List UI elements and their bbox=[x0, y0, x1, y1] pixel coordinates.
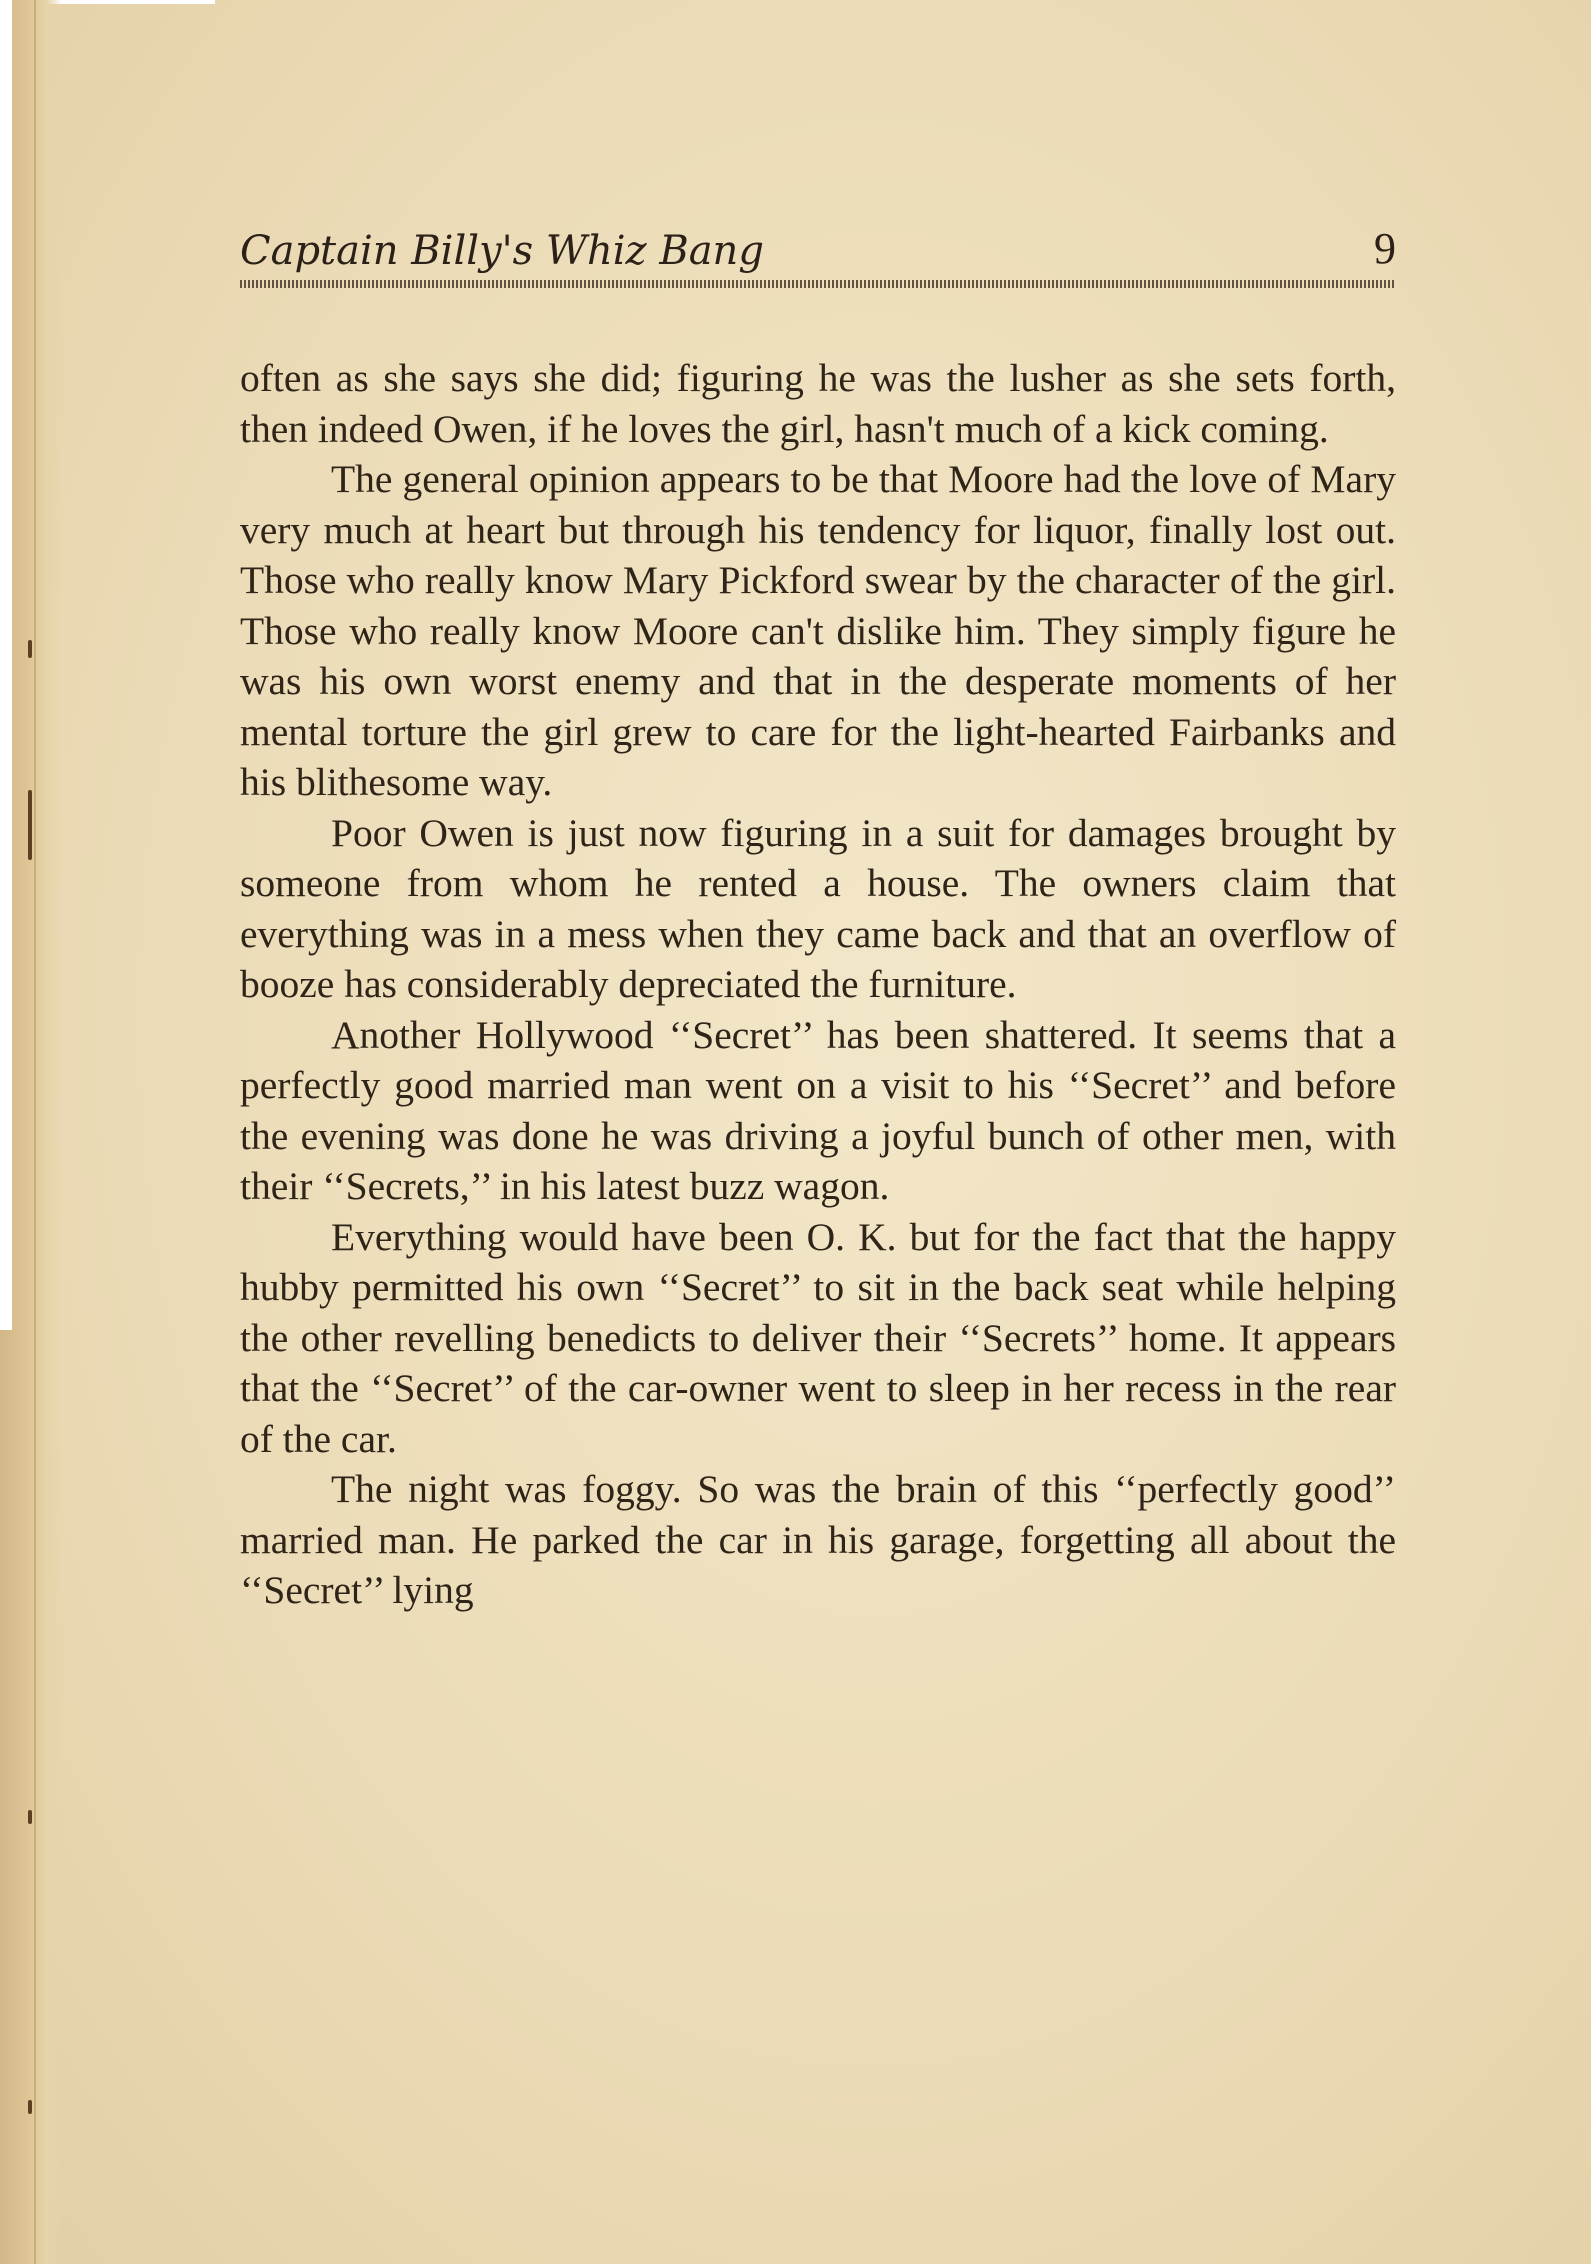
binding-mark bbox=[28, 1810, 32, 1824]
binding-mark bbox=[28, 2100, 32, 2114]
paragraph: The night was foggy. So was the brain of this ‘‘perfectly good’’ married man. He parked the car in his garage, forgetting all about the ‘‘Secret’’ lying bbox=[240, 1467, 1396, 1612]
scan-margin bbox=[0, 0, 12, 1330]
page-number: 9 bbox=[1374, 224, 1396, 273]
running-title: Captain Billy's Whiz Bang bbox=[240, 228, 764, 274]
binding-mark bbox=[28, 790, 32, 860]
header-rule bbox=[240, 280, 1396, 288]
body-text bbox=[240, 353, 1396, 1616]
paragraph: Everything would have been O. K. but for the fact that the happy hubby permitted his own ‘‘Secret’’ to sit in the back seat while helping the other revelling benedicts to deliver their ‘‘Secrets’’ home. It appears that the ‘‘Secret’’ of the car-owner went to sleep in her recess in the rear of the car. bbox=[240, 1214, 1396, 1461]
running-header bbox=[240, 224, 1396, 288]
paragraph: often as she says she did; figuring he was the lusher as she sets forth, then indeed Owen, if he loves the girl, hasn't much of a kick coming. bbox=[240, 356, 1396, 451]
paragraph: Poor Owen is just now figuring in a suit for damages brought by someone from whom he rented a house. The owners claim that everything was in a mess when they came back and that an overflow of booze has considerably depreciated the furniture. bbox=[240, 810, 1396, 1006]
paragraph: Another Hollywood ‘‘Secret’’ has been shattered. It seems that a perfectly good married man went on a visit to his ‘‘Secret’’ and before the evening was done he was driving a joyful bunch of other men, with their ‘‘Secrets,’’ in his latest buzz wagon. bbox=[240, 1012, 1396, 1208]
paragraph: The general opinion appears to be that Moore had the love of Mary very much at heart but through his tendency for liquor, finally lost out. Those who really know Mary Pickford swear by the character of the girl. Those who really know Moore can't dislike him. They simply figure he was his own worst enemy and that in the desperate moments of her mental torture the girl grew to care for the light-hearted Fairbanks and his blithesome way. bbox=[240, 457, 1396, 804]
binding-mark bbox=[28, 640, 32, 658]
gutter-line bbox=[34, 0, 36, 2264]
